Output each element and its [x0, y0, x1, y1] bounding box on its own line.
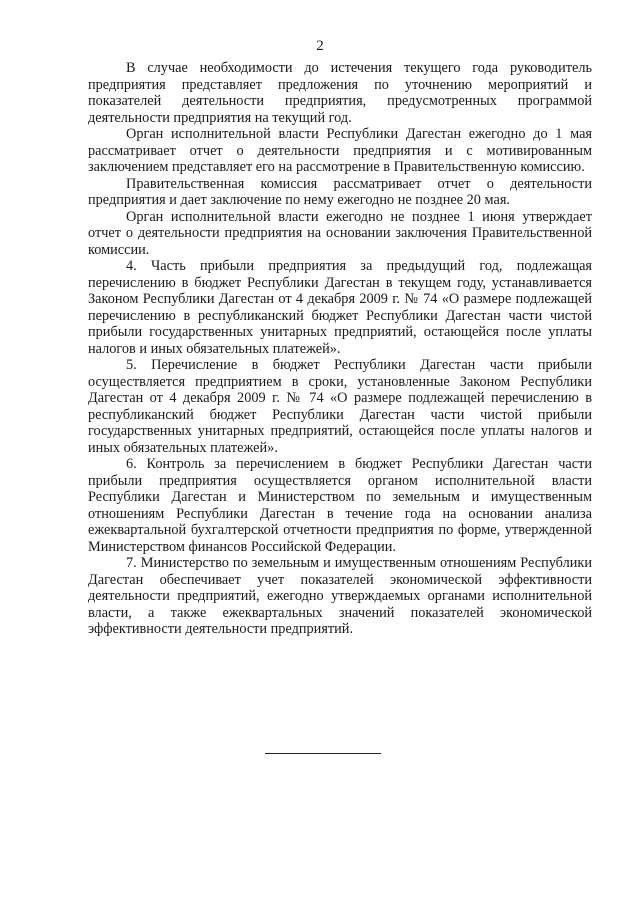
paragraph-item-7: 7. Министерство по земельным и имущественным отношениям Республики Дагестан обеспечивает учет показателей экономической эффективности деятельности предприятий, ежегодно утверждаемых органами исполнительной власти, а также ежеквартальных значений показателей экономической эффективности деятельности предприятий.: [88, 555, 592, 637]
paragraph-item-5: 5. Перечисление в бюджет Республики Дагестан части прибыли осуществляется предприятием в сроки, установленные Законом Республики Дагестан от 4 декабря 2009 г. № 74 «О размере подлежащей перечислению в республиканский бюджет Республики Дагестан части чистой прибыли государственных унитарных предприятий, остающейся после уплаты налогов и иных обязательных платежей».: [88, 357, 592, 456]
paragraph-report-approval: Орган исполнительной власти ежегодно не позднее 1 июня утверждает отчет о деятельности предприятия на основании заключения Правительственной комиссии.: [88, 208, 592, 258]
paragraph-update-proposals: В случае необходимости до истечения текущего года руководитель предприятия представляет предложения по уточнению мероприятий и показателей деятельности предприятия, предусмотренных программой деятельности предприятия на текущий год.: [88, 60, 592, 126]
document-body: [88, 60, 592, 638]
paragraph-report-review: Орган исполнительной власти Республики Дагестан ежегодно до 1 мая рассматривает отчет о деятельности предприятия и с мотивированным заключением представляет его на рассмотрение в Правительственную комиссию.: [88, 126, 592, 175]
paragraph-item-4: 4. Часть прибыли предприятия за предыдущий год, подлежащая перечислению в бюджет Республики Дагестан в текущем году, устанавливается Законом Республики Дагестан от 4 декабря 2009 г. № 74 «О размере подлежащей перечислению в республиканский бюджет Республики Дагестан части чистой прибыли государственных унитарных предприятий, остающейся после уплаты налогов и иных обязательных платежей».: [88, 258, 592, 357]
paragraph-item-6: 6. Контроль за перечислением в бюджет Республики Дагестан части прибыли предприятия осуществляется органом исполнительной власти Республики Дагестан и Министерством по земельным и имущественным отношениям Республики Дагестан в течение года на основании анализа ежеквартальной бухгалтерской отчетности предприятия по форме, утвержденной Министерством финансов Российской Федерации.: [88, 456, 592, 555]
page-number: 2: [316, 38, 324, 54]
closing-divider-line: [265, 753, 381, 754]
paragraph-commission-conclusion: Правительственная комиссия рассматривает отчет о деятельности предприятия и дает заключение по нему ежегодно не позднее 20 мая.: [88, 175, 592, 208]
